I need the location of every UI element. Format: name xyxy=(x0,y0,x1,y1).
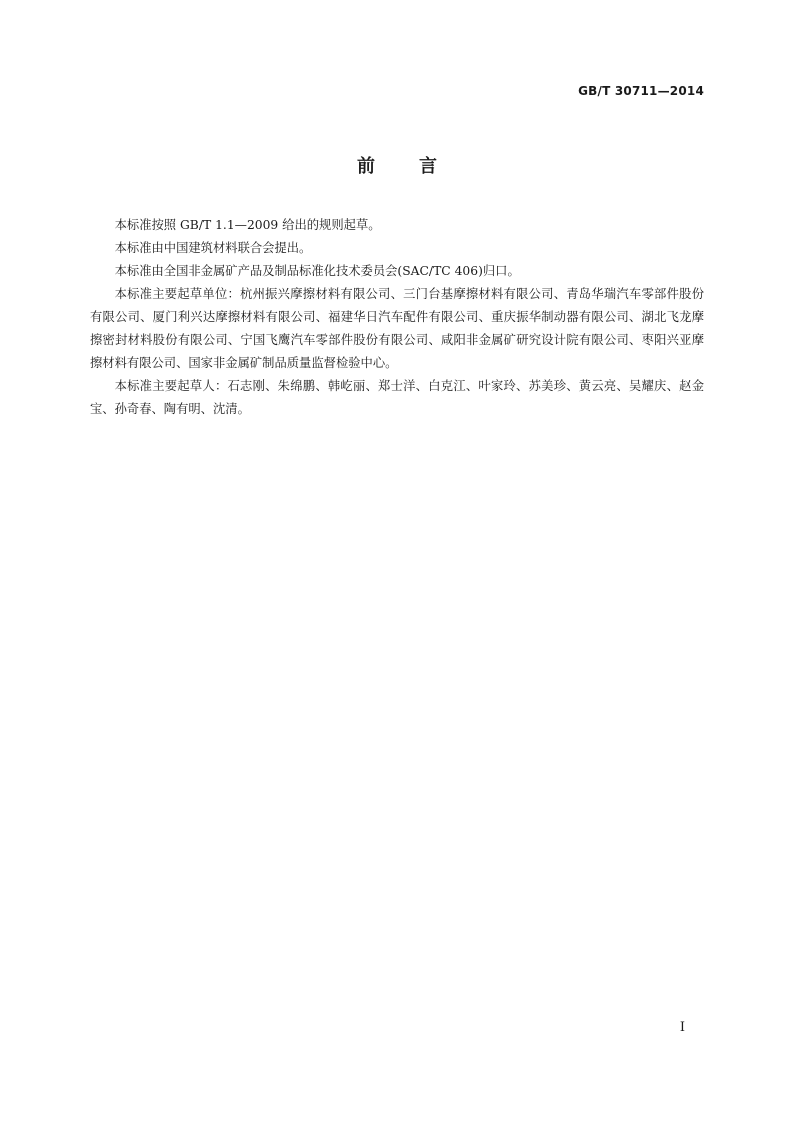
page-title xyxy=(0,152,794,178)
title-char-2: 言 xyxy=(419,156,437,177)
paragraph-proposer: 本标准由中国建筑材料联合会提出。 xyxy=(114,241,312,255)
paragraph-drafting-units: 本标准主要起草单位：杭州振兴摩擦材料有限公司、三门台基摩擦材料有限公司、青岛华瑞汽车零部件股份有限公司、厦门利兴达摩擦材料有限公司、福建华日汽车配件有限公司、重庆振华制动器有限公司、湖北飞龙摩擦密封材料股份有限公司、宁国飞鹰汽车零部件股份有限公司、咸阳非金属矿研究设计院有限公司、枣阳兴亚摩擦材料有限公司、国家非金属矿制品质量监督检验中心。 xyxy=(90,287,704,370)
foreword-body xyxy=(90,214,704,421)
paragraph-responsible-committee: 本标准由全国非金属矿产品及制品标准化技术委员会(SAC/TC 406)归口。 xyxy=(114,264,520,278)
standard-code: GB/T 30711—2014 xyxy=(578,84,704,98)
page-number: I xyxy=(679,1020,685,1035)
paragraph-drafters: 本标准主要起草人：石志刚、朱绵鹏、韩屹丽、郑士洋、白克江、叶家玲、苏美珍、黄云亮、吴耀庆、赵金宝、孙奇春、陶有明、沈清。 xyxy=(90,379,704,416)
paragraph-drafting-rules: 本标准按照 GB/T 1.1—2009 给出的规则起草。 xyxy=(114,218,381,232)
title-char-1: 前 xyxy=(357,156,375,177)
